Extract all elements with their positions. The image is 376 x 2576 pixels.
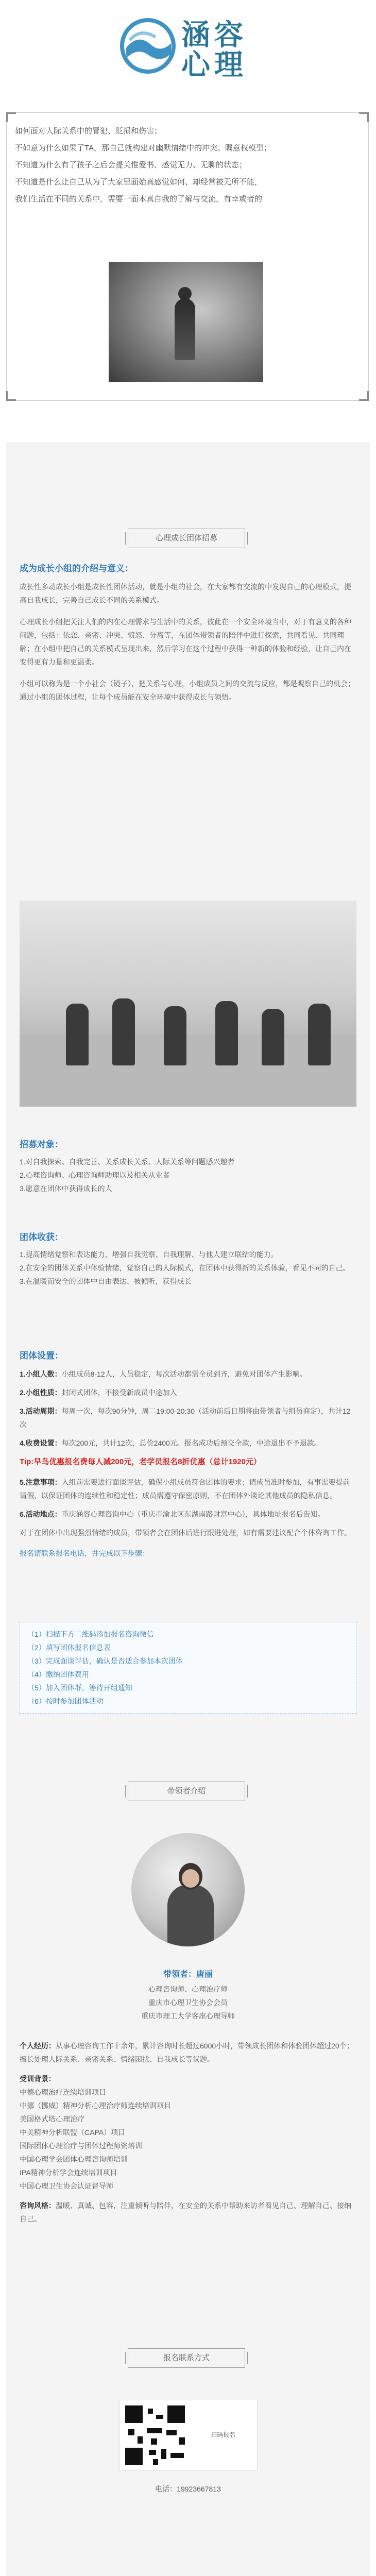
leader-title: 重庆市理工大学客座心理导师: [141, 2012, 235, 2020]
info-item: [20, 1404, 356, 1431]
bio-label: 个人经历：: [20, 2042, 56, 2050]
bio-text: 从事心理咨询工作十余年，累计咨询时长超过6000小时，带领成长团体和体验团体超过20个；擅长处理人际关系、亲密关系、情绪困扰、自我成长等议题。: [20, 2042, 354, 2063]
group-session-photo: [20, 901, 356, 1107]
leader-title: 重庆市心理卫生协会会员: [148, 1998, 228, 2007]
section-tag-recruit: 心理成长团体招募: [128, 529, 245, 548]
intro-line: 我们生活在不同的关系中，需要一面本真自我的了解与交流，有幸或者的: [15, 195, 263, 204]
section-tag-leader: 带领者介绍: [128, 1782, 245, 1801]
info-label: 4.收费设置：: [20, 1439, 62, 1447]
attention-item: [20, 1476, 356, 1502]
bio-item: [20, 2039, 356, 2066]
header-logo: [0, 0, 376, 88]
info-block: [20, 1349, 356, 1560]
targets-block: [20, 1138, 356, 1195]
registration-step: （6）按时参加团体活动: [27, 1697, 104, 1705]
training-item: 中国心理学会团体心理咨询师培训: [20, 2155, 128, 2163]
targets-title: 招募对象：: [20, 1140, 63, 1149]
qr-label: 扫码报名: [211, 2431, 236, 2438]
info-item: [20, 1367, 356, 1381]
contact-phone: [20, 2482, 356, 2496]
phone-line[interactable]: 电话：19923667813: [155, 2485, 221, 2493]
corner-decoration: [359, 391, 369, 401]
target-item: 3.愿意在团体中获得成长的人: [20, 1184, 112, 1193]
paragraph: 小组可以称为是一个小社会（镜子），把关系与心理，小组成员之间的交流与反应，都是观察自己的机会；通过小组的团体过程，让每个成员能在安全环境中获得成长与领悟。: [20, 680, 355, 701]
corner-decoration: [6, 391, 16, 401]
photo-person: [215, 1001, 238, 1065]
notice-text: 对于在团体中出现强烈情绪的成员，带领者会在团体后进行跟进处理，如有需要建议配合个体咨询工作。: [20, 1529, 351, 1537]
intro-line: 不知道是什么让自己从为了大家里面始真感觉如何、却经常被无所不能，: [15, 178, 263, 187]
wechat-qr-card[interactable]: [119, 2400, 258, 2471]
target-item: 2.心理咨询师、心理咨询师助理以及相关从业者: [20, 1171, 170, 1179]
leader-name: 带领者：唐丽: [163, 1970, 213, 1979]
style-item: [20, 2199, 356, 2226]
leader-credentials: [20, 1967, 356, 2023]
intro-block: [20, 562, 356, 712]
registration-intro: 报名请联系报名电话，并完成以下步骤：: [20, 1549, 149, 1557]
info-label: 3.活动周期：: [20, 1407, 62, 1415]
discount-note: Tip:早鸟优惠报名费每人减200元，老学员报名8折优惠（总计1920元）: [20, 1458, 261, 1466]
dancer-photo: [109, 262, 263, 382]
target-item: 1.对自我探索、自我完善、关系成长关系、人际关系等问题感兴趣者: [20, 1158, 235, 1166]
photo-person: [308, 1004, 331, 1065]
brand-name-line2: 心理: [181, 48, 247, 82]
leader-portrait: [131, 1833, 245, 1946]
location-item: [20, 1507, 356, 1521]
corner-decoration: [6, 112, 16, 122]
benefits-title: 团体收获：: [20, 1232, 63, 1242]
training-item: IPA精神分析学会连续培训项目: [20, 2168, 117, 2177]
figure-body: [175, 298, 195, 360]
info-text: 每周一次，每次90分钟，周二19:00-20:30（活动前后日期将由带领者与组员商定），共计12次: [20, 1407, 351, 1429]
brand-name: [181, 18, 247, 82]
training-label: 受训背景：: [20, 2075, 56, 2083]
info-item: [20, 1386, 356, 1399]
registration-steps: [20, 1622, 356, 1714]
portrait-body: [167, 1885, 214, 1946]
section-title: 成为成长小组的介绍与意义：: [20, 564, 133, 573]
attention-text: 入组前需要进行面谈评估，确保小组成员符合团体的要求；请成员准时参加，有事需要提前请假，以保证团体的连续性和稳定性；成员需遵守保密原则，不在团体外谈论其他成员的隐私信息。: [20, 1478, 350, 1500]
info-text: 封闭式团体，不接受新成员中途加入: [61, 1388, 177, 1397]
location-text: 重庆涵容心理咨询中心（重庆市渝北区东湖南路财富中心），具体地址报名后告知。: [61, 1510, 325, 1518]
photo-person: [262, 1009, 284, 1065]
attention-label: 5.注意事项：: [20, 1478, 62, 1486]
brand-name-line1: 涵容: [181, 18, 247, 52]
leader-title: 心理咨询师、心理治疗师: [148, 1985, 228, 1993]
photo-person: [164, 1006, 186, 1065]
training-item: 美国格式塔心理治疗: [20, 2115, 84, 2123]
registration-step: （5）加入团体群，等待开组通知: [27, 1684, 132, 1692]
registration-step: （4）缴纳团体费用: [27, 1670, 89, 1679]
corner-decoration: [359, 112, 369, 122]
intro-line: 不知道为什么有了孩子之后会提关惟爱书、感觉无力、无聊的状态；: [15, 161, 247, 170]
info-item: [20, 1436, 356, 1450]
registration-step: （2）填写团体报名信息表: [27, 1643, 111, 1652]
registration-step: （3）完成面谈评估，确认是否适合参加本次团体: [27, 1657, 183, 1665]
benefit-item: 1.提高情绪觉察和表达能力，增强自我觉察、自我理解、与他人建立联结的能力。: [20, 1250, 278, 1259]
section-tag-contact: 报名联系方式: [128, 2348, 245, 2368]
leader-bio: [20, 2039, 356, 2226]
info-text: 每次200元，共计12次，总价2400元。报名成功后预交全款，中途退出不予退款。: [61, 1439, 321, 1447]
location-label: 6.活动地点：: [20, 1510, 62, 1518]
registration-step: （1）扫描下方二维码添加报名咨询微信: [27, 1630, 154, 1638]
content-section: [6, 442, 370, 2576]
intro-line: 不如意为什么如果了TA，那自己就构建对幽默情绪中的冲突、瞩意权模型；: [15, 144, 272, 152]
paragraph: 成长性多动成长小组是成长性团体活动，就是小组的社会，在大家都有交流的中发现自己的心理模式，提高自我成长，完善自己成长不同的关系模式。: [20, 583, 351, 604]
training-item: 中国心理卫生协会认证督导师: [20, 2182, 113, 2190]
info-label: 1.小组人数：: [20, 1370, 62, 1378]
training-item: 中德心理治疗连续培训项目: [20, 2088, 106, 2096]
portrait-face: [182, 1869, 199, 1888]
training-item: 国际团体心理治疗与团体过程师资培训: [20, 2142, 142, 2150]
training-item: 中美精神分析联盟（CAPA）项目: [20, 2128, 126, 2137]
intro-text: [15, 125, 360, 210]
benefit-item: 2.在安全的团体关系中体验情绪，觉察自己的人际模式，在团体中获得新的关系体验，看见不同的自己。: [20, 1264, 350, 1272]
wechat-qr-code[interactable]: [125, 2405, 185, 2465]
benefits-block: [20, 1230, 356, 1288]
benefit-item: 3.在温暖而安全的团体中自由表达、被倾听，获得成长: [20, 1277, 192, 1285]
style-label: 咨询风格：: [20, 2201, 56, 2210]
info-text: 小组成员8-12人，人员稳定，每次活动都需全员到齐，避免对团体产生影响。: [61, 1370, 307, 1378]
photo-person: [112, 998, 135, 1065]
info-title: 团体设置：: [20, 1351, 63, 1361]
info-label: 2.小组性质：: [20, 1388, 62, 1397]
training-item: 中挪（挪威）精神分析心理治疗师连续培训项目: [20, 2102, 171, 2110]
style-text: 温暖、真诚、包容，注重倾听与陪伴，在安全的关系中帮助来访者看见自己、理解自己、接纳自己。: [20, 2201, 351, 2223]
intro-box: [6, 112, 369, 401]
photo-person: [66, 1004, 89, 1065]
intro-line: 如何面对人际关系中的冒犯、贬损和伤害；: [15, 127, 162, 135]
paragraph: 心理成长小组把关注人们的内在心理需求与生活中的关系，彼此在一个安全环境当中，对于有意义的各种问题，包括：依恋、亲密、冲突、愤怒、分离等，在团体带领者的陪伴中进行探索，共同看见、共同理解；在小组中把自己的关系模式呈现出来，然后学习在这个过程中获得一种新的体验和经验，让自己内在变得更有力量和更温柔。: [20, 618, 351, 666]
brand-logo-icon: [119, 18, 176, 74]
